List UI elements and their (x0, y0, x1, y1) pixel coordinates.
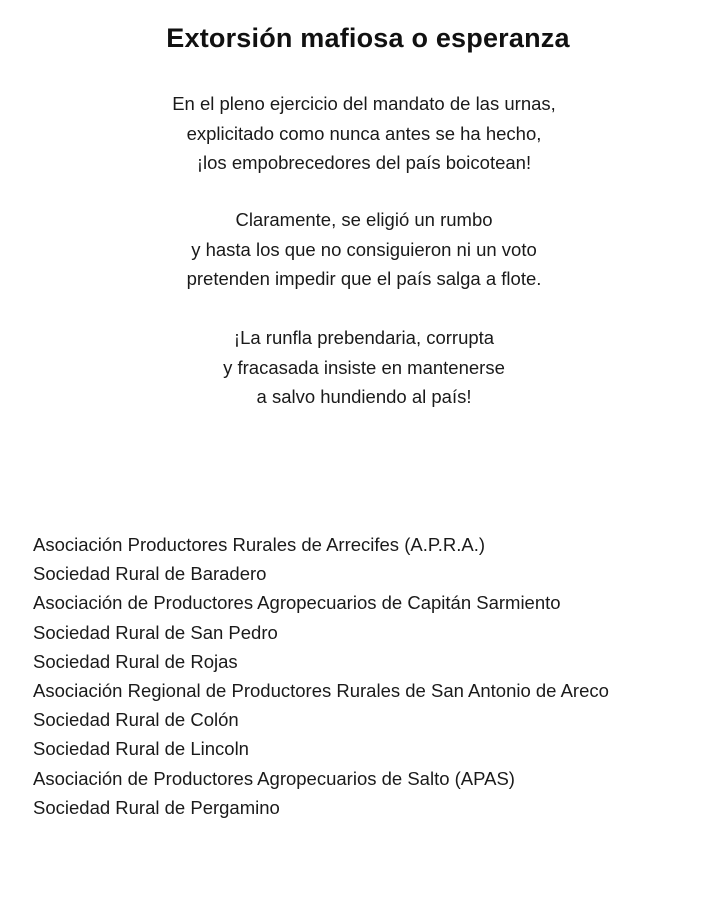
signer-item: Asociación Productores Rurales de Arrecifes (A.P.R.A.) (33, 534, 486, 555)
stanza-line: ¡La runfla prebendaria, corrupta (233, 327, 495, 348)
stanza-2 (0, 205, 720, 294)
stanza-line: pretenden impedir que el país salga a flote. (186, 268, 542, 289)
signer-item: Sociedad Rural de Baradero (33, 563, 267, 585)
signers-list (33, 530, 609, 822)
signer-item: Asociación Regional de Productores Rurales de San Antonio de Areco (33, 680, 609, 702)
signer-item: Sociedad Rural de Lincoln (33, 738, 249, 760)
stanza-3 (0, 323, 720, 412)
signer-item: Asociación de Productores Agropecuarios de Salto (APAS) (33, 767, 515, 789)
signer-item: Asociación de Productores Agropecuarios de Capitán Sarmiento (33, 592, 561, 614)
stanza-line: explicitado como nunca antes se ha hecho, (186, 122, 542, 144)
stanza-line: y fracasada insiste en mantenerse (223, 356, 505, 378)
stanza-line: En el pleno ejercicio del mandato de las urnas, (172, 93, 556, 114)
stanza-line: a salvo hundiendo al país! (256, 386, 472, 407)
signer-item: Sociedad Rural de Rojas (33, 650, 238, 672)
page-title: Extorsión mafiosa o esperanza (166, 23, 570, 53)
stanza-line: ¡los empobrecedores del país boicotean! (196, 152, 532, 173)
stanza-1 (0, 89, 720, 178)
stanza-line: y hasta los que no consiguieron ni un voto (191, 238, 537, 260)
signer-item: Sociedad Rural de Colón (33, 709, 239, 731)
stanza-line: Claramente, se eligió un rumbo (235, 209, 493, 230)
signer-item: Sociedad Rural de Pergamino (33, 796, 280, 818)
signer-item: Sociedad Rural de San Pedro (33, 621, 278, 643)
